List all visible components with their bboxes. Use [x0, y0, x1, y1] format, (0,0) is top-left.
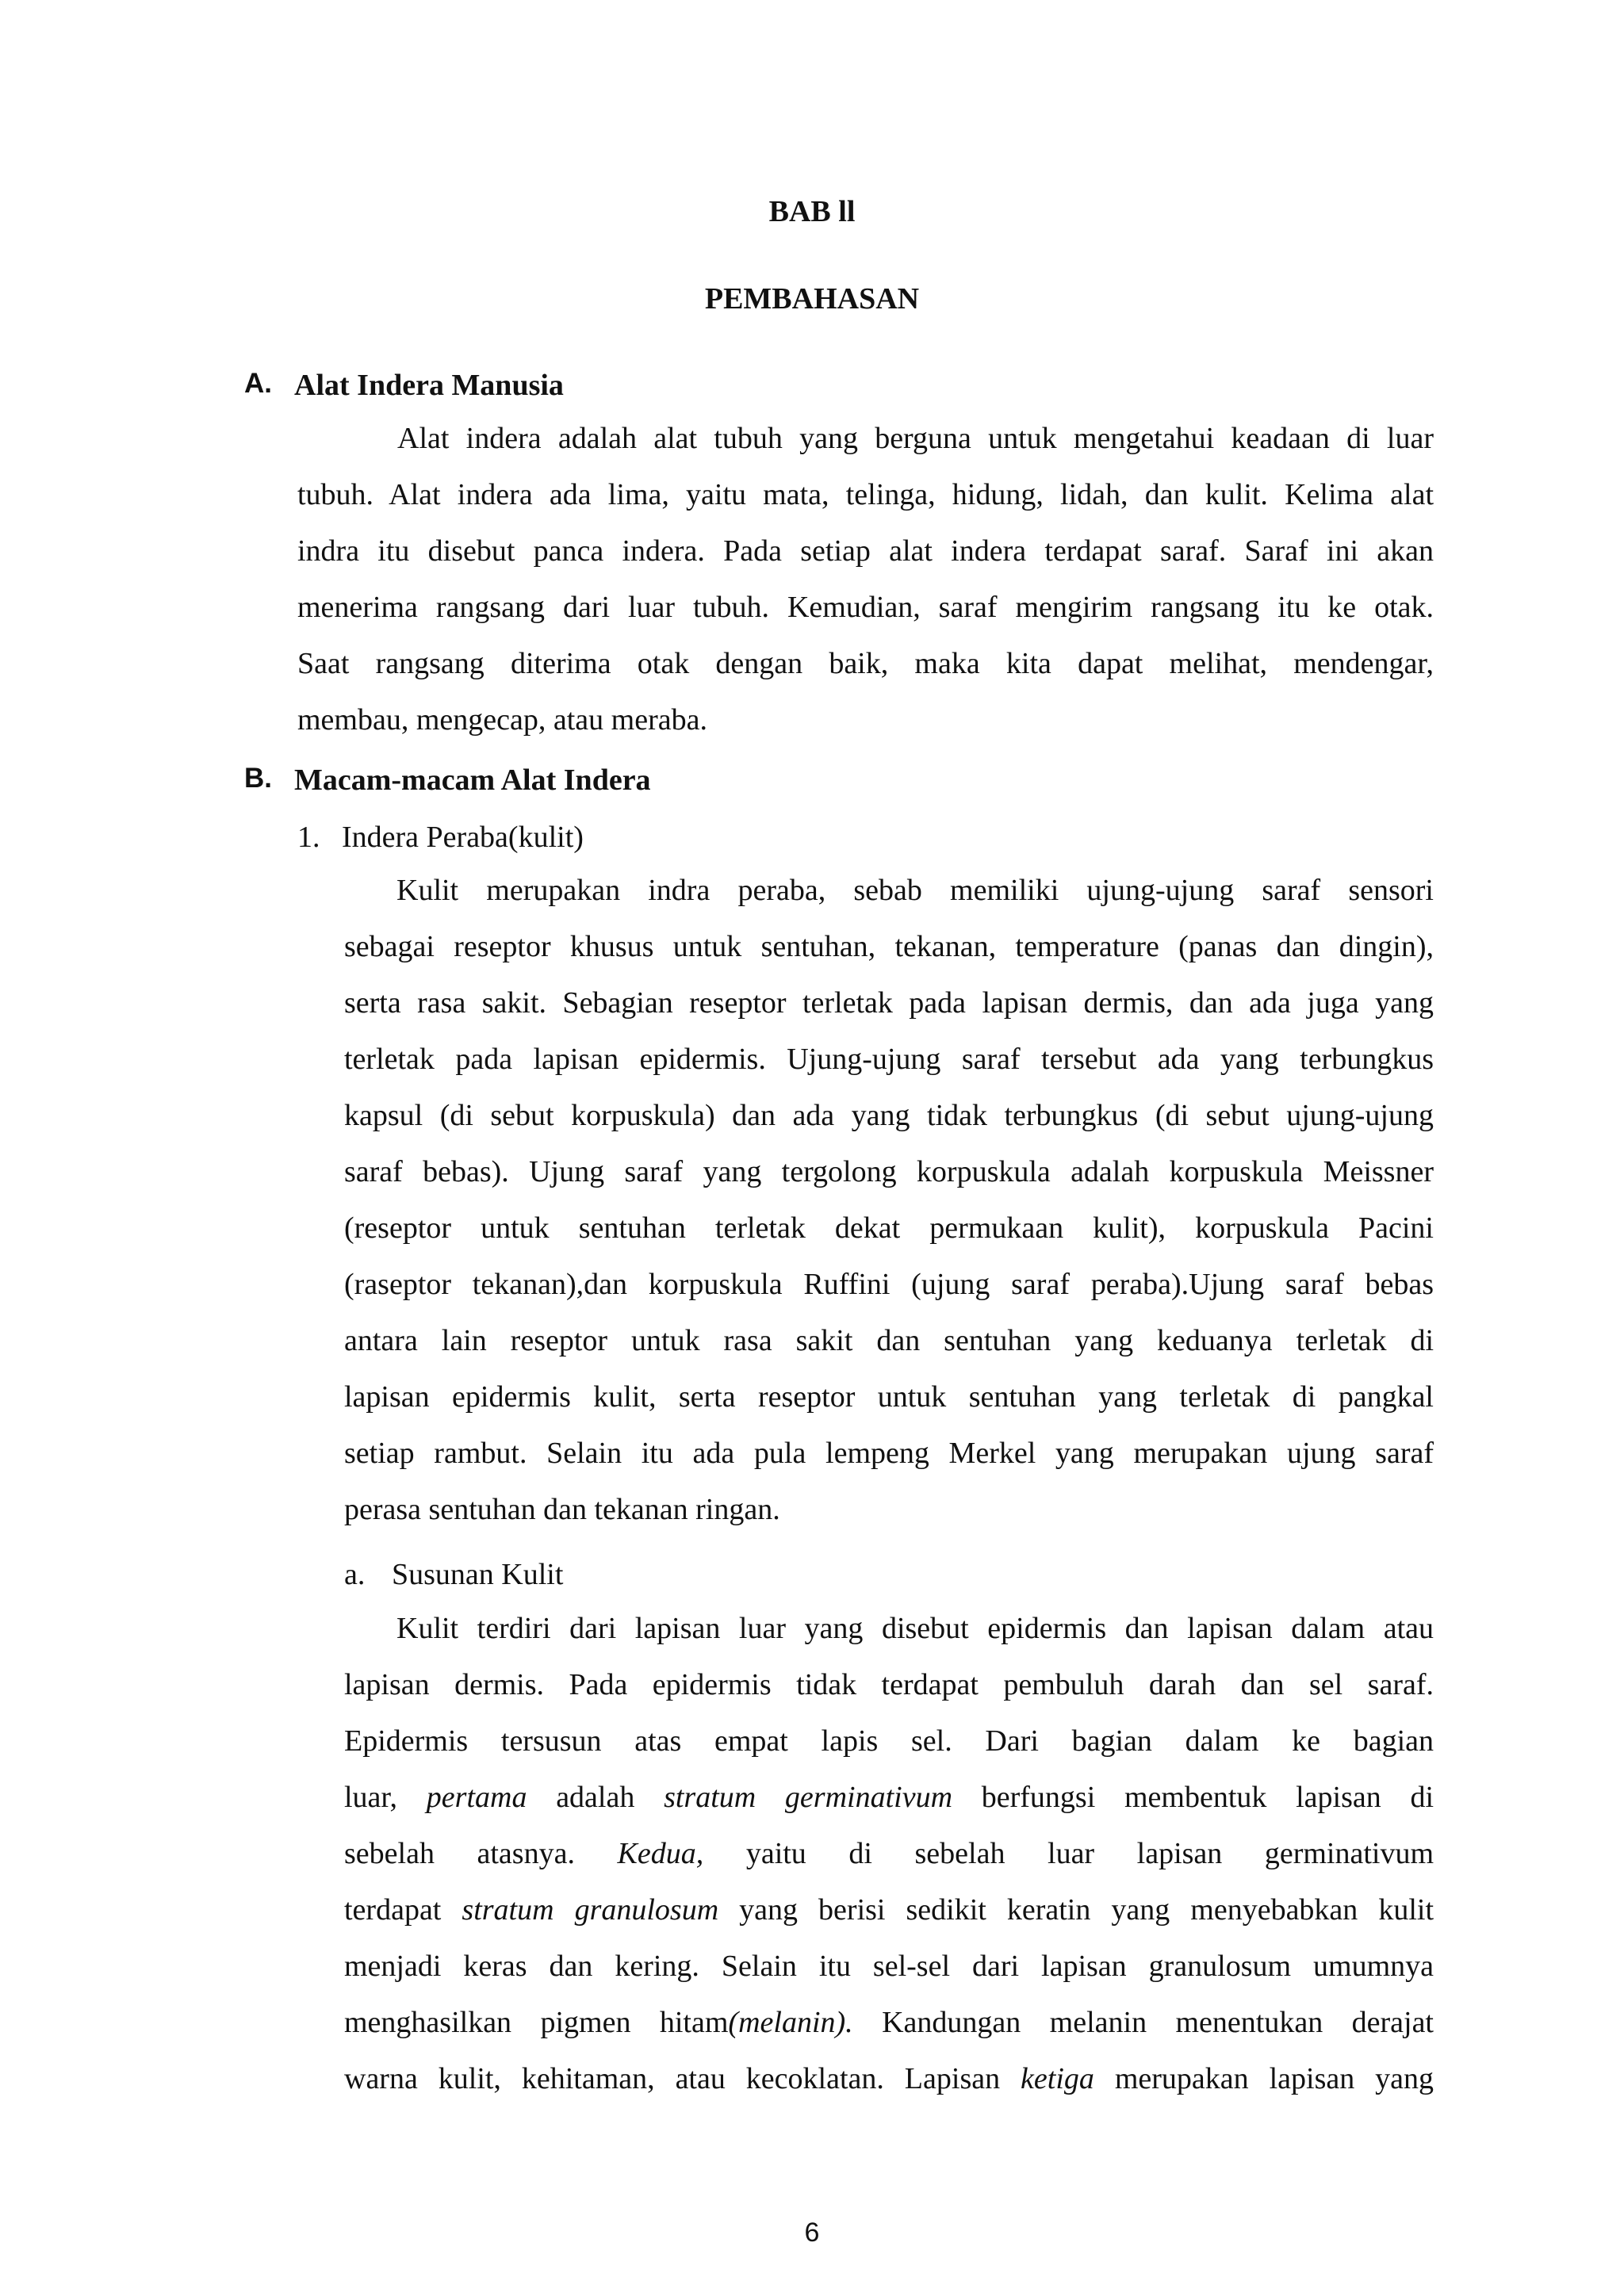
paragraph-line: terletak pada lapisan epidermis. Ujung-ujung saraf tersebut ada yang terbungkus	[344, 1043, 1434, 1076]
line-text: adalah	[556, 1781, 635, 1814]
italic-term: Kedua,	[617, 1837, 704, 1870]
line-text: merupakan lapisan yang	[1114, 2062, 1434, 2095]
paragraph-line: (raseptor tekanan),dan korpuskula Ruffini (ujung saraf peraba).Ujung saraf bebas	[344, 1268, 1434, 1301]
line-text: yang berisi sedikit keratin yang menyebabkan kulit	[739, 1893, 1434, 1927]
line-text: terdapat	[344, 1893, 442, 1927]
italic-term: stratum germinativum	[664, 1781, 953, 1814]
italic-term: stratum granulosum	[462, 1893, 719, 1927]
paragraph-line: antara lain reseptor untuk rasa sakit dan sentuhan yang keduanya terletak di	[344, 1324, 1434, 1357]
paragraph-line: tubuh. Alat indera ada lima, yaitu mata, telinga, hidung, lidah, dan kulit. Kelima alat	[297, 478, 1434, 511]
paragraph-line: membau, mengecap, atau meraba.	[297, 703, 707, 737]
paragraph-line	[344, 1777, 1434, 1817]
line-text: sebelah atasnya.	[344, 1837, 575, 1870]
paragraph-line: indra itu disebut panca indera. Pada setiap alat indera terdapat saraf. Saraf ini akan	[297, 534, 1434, 568]
paragraph-line: setiap rambut. Selain itu ada pula lempeng Merkel yang merupakan ujung saraf	[344, 1437, 1434, 1470]
line-text: Kandungan melanin menentukan derajat	[882, 2006, 1434, 2039]
paragraph-line	[344, 2059, 1434, 2099]
chapter-title: PEMBAHASAN	[704, 282, 920, 316]
section-title: Alat Indera Manusia	[294, 369, 564, 402]
paragraph-line: Kulit terdiri dari lapisan luar yang disebut epidermis dan lapisan dalam atau	[396, 1612, 1434, 1645]
paragraph-line	[344, 1834, 1434, 1873]
paragraph-line: kapsul (di sebut korpuskula) dan ada yang tidak terbungkus (di sebut ujung-ujung	[344, 1099, 1434, 1132]
line-text: menghasilkan pigmen hitam	[344, 2006, 729, 2039]
italic-term: pertama	[426, 1781, 527, 1814]
line-text: yaitu di sebelah luar lapisan germinativum	[745, 1837, 1434, 1870]
list-item-title: Indera Peraba(kulit)	[342, 821, 584, 854]
sub-item-letter: a.	[344, 1558, 366, 1591]
section-letter: B.	[244, 763, 272, 794]
line-text: luar,	[344, 1781, 398, 1814]
paragraph-line: (reseptor untuk sentuhan terletak dekat permukaan kulit), korpuskula Pacini	[344, 1211, 1434, 1245]
page-number: 6	[804, 2218, 820, 2248]
paragraph-line: Alat indera adalah alat tubuh yang berguna untuk mengetahui keadaan di luar	[397, 422, 1434, 455]
paragraph-line: perasa sentuhan dan tekanan ringan.	[344, 1493, 780, 1526]
paragraph-line: serta rasa sakit. Sebagian reseptor terletak pada lapisan dermis, dan ada juga yang	[344, 986, 1434, 1020]
line-text: warna kulit, kehitaman, atau kecoklatan. Lapisan	[344, 2062, 1001, 2095]
paragraph-line	[344, 1890, 1434, 1930]
paragraph-line: Epidermis tersusun atas empat lapis sel. Dari bagian dalam ke bagian	[344, 1724, 1434, 1758]
paragraph-line: menjadi keras dan kering. Selain itu sel-sel dari lapisan granulosum umumnya	[344, 1950, 1434, 1983]
paragraph-line: saraf bebas). Ujung saraf yang tergolong korpuskula adalah korpuskula Meissner	[344, 1155, 1434, 1188]
chapter-number: BAB ll	[768, 195, 856, 228]
sub-item-title: Susunan Kulit	[392, 1558, 564, 1591]
paragraph-line: lapisan epidermis kulit, serta reseptor untuk sentuhan yang terletak di pangkal	[344, 1380, 1434, 1414]
line-text: berfungsi membentuk lapisan di	[981, 1781, 1434, 1814]
section-title: Macam-macam Alat Indera	[294, 763, 651, 797]
section-letter: A.	[244, 368, 272, 399]
list-item-number: 1.	[297, 821, 320, 854]
paragraph-line: menerima rangsang dari luar tubuh. Kemudian, saraf mengirim rangsang itu ke otak.	[297, 591, 1434, 624]
paragraph-line: Saat rangsang diterima otak dengan baik, maka kita dapat melihat, mendengar,	[297, 647, 1434, 680]
paragraph-line	[344, 2003, 1434, 2042]
paragraph-line: sebagai reseptor khusus untuk sentuhan, tekanan, temperature (panas dan dingin),	[344, 930, 1434, 963]
italic-term: (melanin).	[728, 2006, 853, 2039]
italic-term: ketiga	[1021, 2062, 1094, 2095]
paragraph-line: Kulit merupakan indra peraba, sebab memiliki ujung-ujung saraf sensori	[396, 874, 1434, 907]
paragraph-line: lapisan dermis. Pada epidermis tidak terdapat pembuluh darah dan sel saraf.	[344, 1668, 1434, 1701]
